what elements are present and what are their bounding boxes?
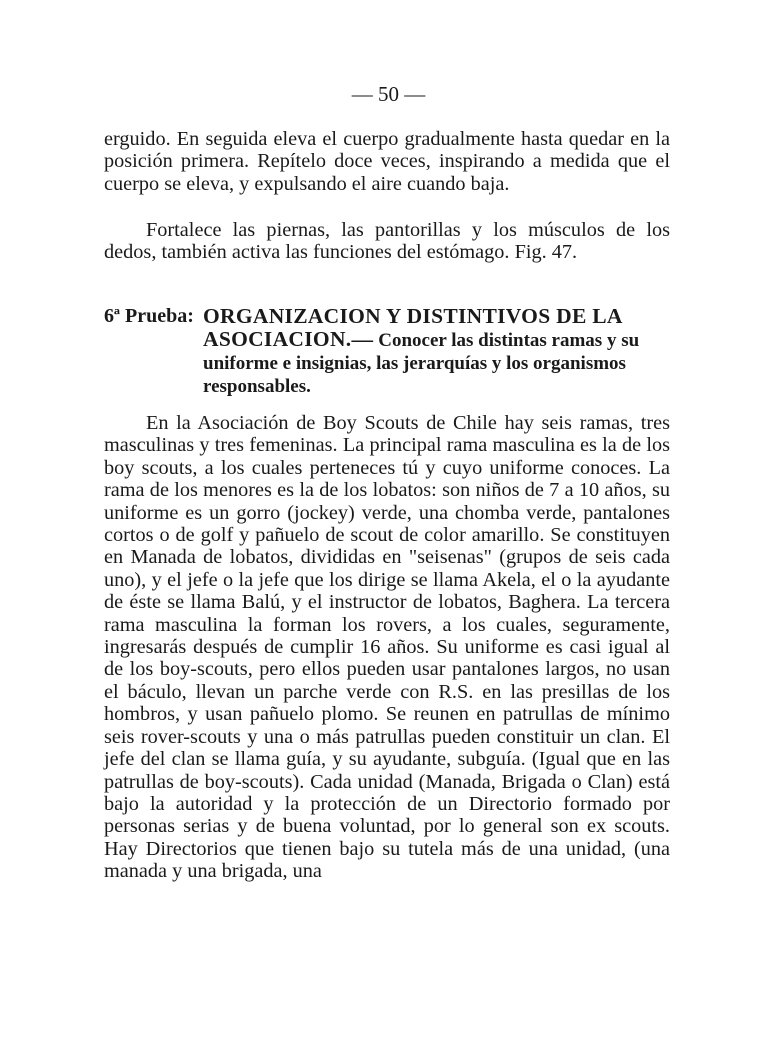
paragraph-intro-2 [104, 219, 670, 264]
page-number: — 50 — [351, 82, 426, 106]
section-title [203, 305, 670, 398]
section-heading [104, 305, 670, 395]
section-title-main: ORGANIZACION Y DISTINTIVOS DE LA ASOCIACION.— [203, 304, 622, 351]
section-title-sub: Conocer las distintas ramas y su uniforme e insignias, las jerarquías y los organismos responsables. [203, 330, 640, 397]
paragraph-text: En la Asociación de Boy Scouts de Chile hay seis ramas, tres masculinas y tres femeninas. La principal rama masculina es la de los boy scouts, a los cuales perteneces tú y cuyo uniforme conoces. La rama de los menores es la de los lobatos: son niños de 7 a 10 años, su uniforme es un gorro (jockey) verde, una chomba verde, pantalones cortos o de golf y pañuelo de scout de color amarillo. Se constituyen en Manada de lobatos, divididas en "seisenas" (grupos de seis cada uno), y el jefe o la jefe que los dirige se llama Akela, el o la ayudante de éste se llama Balú, y el instructor de lobatos, Baghera. La tercera rama masculina la forman los rovers, a los cuales, seguramente, ingresarás después de cumplir 16 años. Su uniforme es casi igual al de los boy-scouts, pero ellos pueden usar pantalones largos, no usan el báculo, llevan un parche verde con R.S. en las presillas de los hombros, y usan pañuelo plomo. Se reunen en patrullas de mínimo seis rover-scouts y una o más patrullas pueden constituir un clan. El jefe del clan se llama guía, y su ayudante, subguía. (Igual que en las patrullas de boy-scouts). Cada unidad (Manada, Brigada o Clan) está bajo la autoridad y la protección de un Directorio formado por personas serias y de buena voluntad, por lo general son ex scouts. Hay Directorios que tienen bajo su tutela más de una unidad, (una manada y una brigada, una [104, 412, 670, 883]
paragraph-body [104, 412, 670, 883]
paragraph-text: erguido. En seguida eleva el cuerpo gradualmente hasta quedar en la posición primera. Repítelo doce veces, inspirando a medida que el cuerpo se eleva, y expulsando el aire cuando baja. [104, 128, 670, 195]
section-label: 6ª Prueba: [104, 305, 194, 327]
paragraph-text: Fortalece las piernas, las pantorillas y los músculos de los dedos, también activa las funciones del estómago. Fig. 47. [104, 219, 670, 264]
paragraph-intro-1 [104, 128, 670, 195]
